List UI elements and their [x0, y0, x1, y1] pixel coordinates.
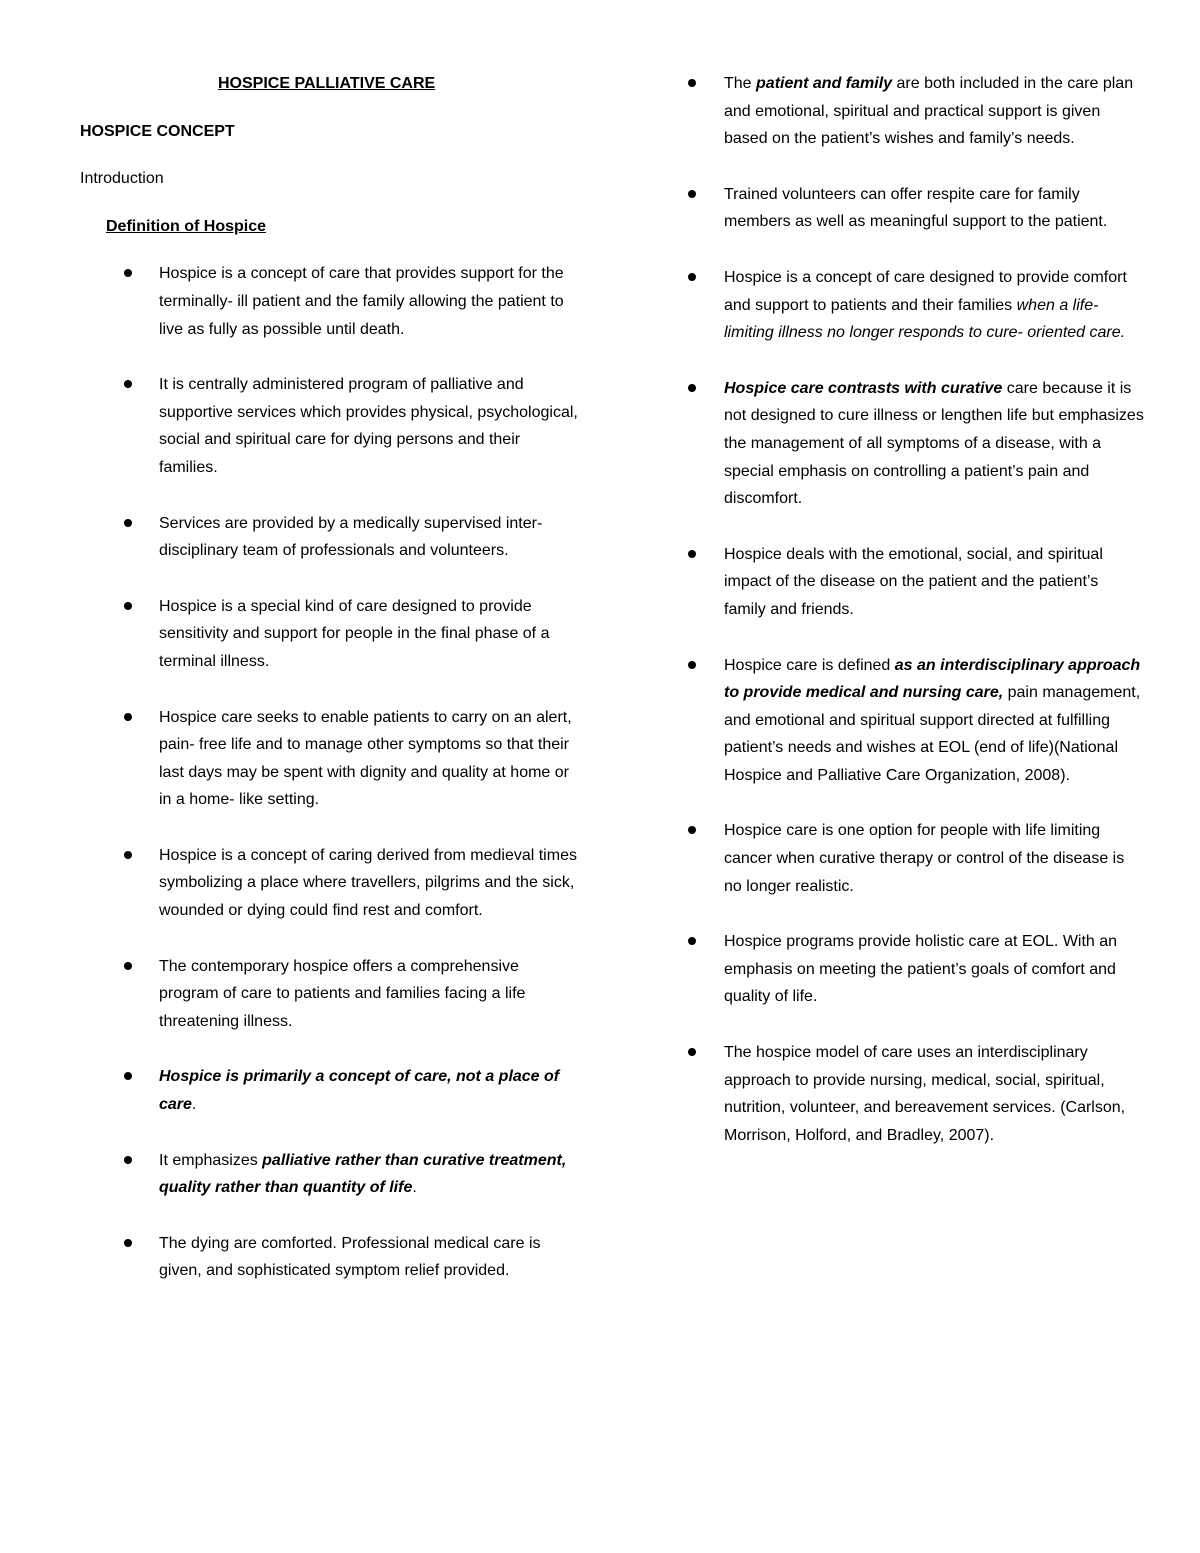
bullet-item [80, 1063, 580, 1118]
bullet-dot-icon [688, 937, 696, 945]
bullet-text: care because it is not designed to cure illness or lengthen life but emphasizes the management of all symptoms of a disease, with a special emphasis on controlling a patient’s pain and discomfort. [724, 379, 1144, 508]
bullet-item [664, 928, 1144, 1011]
bullet-text: patient and family [756, 75, 893, 92]
bullet-text: . [191, 1096, 197, 1114]
bullet-dot-icon [124, 713, 132, 721]
bullet-text: as an interdisciplinary approach to provide medical and nursing care, [724, 656, 1141, 702]
bullet-dot-icon [124, 1156, 132, 1164]
bullet-item [664, 375, 1144, 513]
bullet-item [664, 1039, 1144, 1149]
bullet-text: Hospice programs provide holistic care at EOL. With an emphasis on meeting the patient’s goals of comfort and quality of life. [724, 933, 1118, 1006]
left-column [80, 70, 580, 1313]
bullet-item [80, 593, 580, 676]
bullet-item [80, 1230, 580, 1285]
bullet-dot-icon [688, 1048, 696, 1056]
right-bullet-list [664, 70, 1144, 1149]
bullet-text: The contemporary hospice offers a comprehensive program of care to patients and families facing a life threatening illness. [159, 957, 526, 1030]
bullet-text: Hospice care is one option for people with life limiting cancer when curative therapy or control of the disease is no longer realistic. [724, 822, 1125, 895]
bullet-text: Services are provided by a medically supervised inter- disciplinary team of professionals and volunteers. [159, 514, 543, 560]
bullet-text: The [724, 75, 757, 92]
bullet-item [80, 1147, 580, 1202]
section-title: HOSPICE CONCEPT [80, 122, 235, 140]
bullet-text: . [412, 1179, 417, 1197]
bullet-text: Hospice is a concept of care that provides support for the terminally- ill patient and the family allowing the patient to live as fully as possible until death. [159, 265, 564, 338]
bullet-dot-icon [124, 962, 132, 970]
bullet-item [80, 704, 580, 814]
bullet-dot-icon [688, 384, 696, 392]
bullet-dot-icon [124, 1239, 132, 1247]
bullet-dot-icon [124, 519, 132, 527]
bullet-dot-icon [688, 273, 696, 281]
bullet-dot-icon [124, 380, 132, 388]
bullet-dot-icon [688, 826, 696, 834]
bullet-item [80, 510, 580, 565]
bullet-item [80, 260, 580, 343]
intro-label: Introduction [80, 170, 164, 188]
bullet-text: Hospice care seeks to enable patients to carry on an alert, pain- free life and to manage other symptoms so that their last days may be spent with dignity and quality at home or in a home- like setting. [159, 708, 572, 809]
bullet-text: The dying are comforted. Professional medical care is given, and sophisticated symptom relief provided. [159, 1234, 541, 1280]
bullet-dot-icon [688, 550, 696, 558]
bullet-dot-icon [124, 602, 132, 610]
bullet-text: palliative rather than curative treatment, quality rather than quantity of life [159, 1151, 567, 1197]
bullet-dot-icon [124, 851, 132, 859]
definition-heading: Definition of Hospice [106, 217, 266, 235]
bullet-text: It emphasizes [159, 1151, 263, 1169]
bullet-dot-icon [124, 1072, 132, 1080]
bullet-item [664, 817, 1144, 900]
bullet-item [664, 541, 1144, 624]
left-bullet-list [80, 260, 580, 1285]
document-title: HOSPICE PALLIATIVE CARE [218, 75, 436, 92]
bullet-text: Trained volunteers can offer respite care for family members as well as meaningful support to the patient. [724, 185, 1108, 231]
bullet-item [664, 70, 1144, 153]
bullet-dot-icon [688, 190, 696, 198]
bullet-text: The hospice model of care uses an interdisciplinary approach to provide nursing, medical, social, spiritual, nutrition, volunteer, and bereavement services. (Carlson, Morrison, Holford, and Bradley, 2007). [724, 1044, 1126, 1144]
bullet-dot-icon [688, 79, 696, 87]
bullet-text: Hospice is a special kind of care designed to provide sensitivity and support for people in the final phase of a terminal illness. [159, 597, 550, 670]
bullet-item [664, 652, 1144, 790]
bullet-item [664, 181, 1144, 236]
bullet-dot-icon [688, 661, 696, 669]
bullet-item [80, 953, 580, 1036]
bullet-text: Hospice deals with the emotional, social, and spiritual impact of the disease on the patient and the patient’s family and friends. [724, 545, 1103, 618]
bullet-item [664, 264, 1144, 347]
bullet-text: Hospice care is defined [724, 656, 895, 674]
bullet-text: pain management, and emotional and spiritual support directed at fulfilling patient’s needs and wishes at EOL (end of life)(National Hospice and Palliative Care Organization, 2008). [724, 684, 1141, 784]
bullet-text: Hospice is primarily a concept of care, not a place of care [159, 1068, 560, 1114]
bullet-text: Hospice is a concept of care designed to provide comfort and support to patients and their families [724, 268, 1127, 314]
bullet-item [80, 842, 580, 925]
bullet-text: Hospice care contrasts with curative [724, 379, 1003, 397]
right-column [664, 70, 1144, 1177]
bullet-text: Hospice is a concept of caring derived from medieval times symbolizing a place where travellers, pilgrims and the sick, wounded or dying could find rest and comfort. [159, 846, 577, 920]
bullet-item [80, 371, 580, 481]
bullet-text: are both included in the care plan and emotional, spiritual and practical support is given based on the patient’s wishes and family’s needs. [724, 75, 1134, 148]
bullet-text: when a life- limiting illness no longer responds to cure- oriented care. [724, 296, 1126, 342]
bullet-text: It is centrally administered program of palliative and supportive services which provides physical, psychological, social and spiritual care for dying persons and their families. [159, 376, 578, 476]
bullet-dot-icon [124, 269, 132, 277]
